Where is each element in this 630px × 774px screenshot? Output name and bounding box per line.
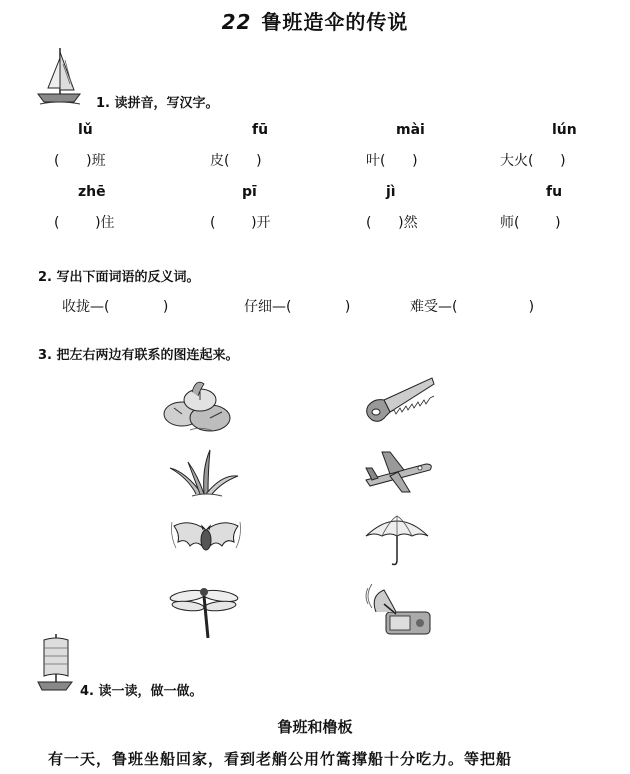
answer-blank-fu2[interactable]: 师( ): [500, 215, 561, 231]
lesson-number: 22: [221, 10, 252, 34]
answer-blank-lu[interactable]: ( )班: [54, 153, 106, 169]
antonym-blank-nanshou[interactable]: 难受—( ): [410, 299, 535, 315]
lotus-leaves-icon[interactable]: [160, 374, 240, 436]
pinyin-lun: lún: [552, 122, 577, 138]
question-2-heading: 2. 写出下面词语的反义词。: [38, 270, 200, 285]
answer-blank-ji[interactable]: ( )然: [366, 215, 418, 231]
pinyin-ji: jì: [386, 184, 396, 200]
pinyin-zhe: zhē: [78, 184, 106, 200]
pinyin-pi: pī: [242, 184, 257, 200]
antonym-blank-zixi[interactable]: 仔细—( ): [244, 299, 351, 315]
pinyin-lu: lǔ: [78, 122, 93, 138]
grass-blade-icon[interactable]: [166, 448, 242, 498]
bat-icon[interactable]: [170, 516, 242, 564]
pinyin-fu2: fu: [546, 184, 563, 200]
answer-blank-lun[interactable]: 大火( ): [500, 153, 566, 169]
story-title: 鲁班和橹板: [277, 718, 353, 736]
answer-blank-mai[interactable]: 叶( ): [366, 153, 418, 169]
story-text: 有一天，鲁班坐船回家，看到老艄公用竹篙撑船十分吃力。等把船: [48, 750, 513, 768]
page-title: [0, 6, 630, 35]
antonym-blank-shoulong[interactable]: 收拢—( ): [62, 299, 169, 315]
pinyin-fu: fū: [252, 122, 269, 138]
question-4-heading: 4. 读一读，做一做。: [80, 684, 203, 699]
answer-blank-fu[interactable]: 皮( ): [210, 153, 262, 169]
airplane-icon[interactable]: [360, 446, 436, 496]
radar-icon[interactable]: [362, 582, 438, 640]
answer-blank-pi[interactable]: ( )开: [210, 215, 271, 231]
question-3-heading: 3. 把左右两边有联系的图连起来。: [38, 348, 239, 363]
pinyin-mai: mài: [396, 122, 425, 138]
sailboat-icon: [34, 44, 84, 106]
answer-blank-zhe[interactable]: ( )住: [54, 215, 115, 231]
umbrella-icon[interactable]: [362, 512, 432, 568]
dragonfly-icon[interactable]: [166, 580, 242, 642]
sailboat-icon-2: [34, 632, 74, 694]
lesson-title: 鲁班造伞的传说: [261, 10, 409, 34]
question-1-heading: 1. 读拼音，写汉字。: [96, 96, 219, 111]
saw-icon[interactable]: [360, 374, 436, 426]
